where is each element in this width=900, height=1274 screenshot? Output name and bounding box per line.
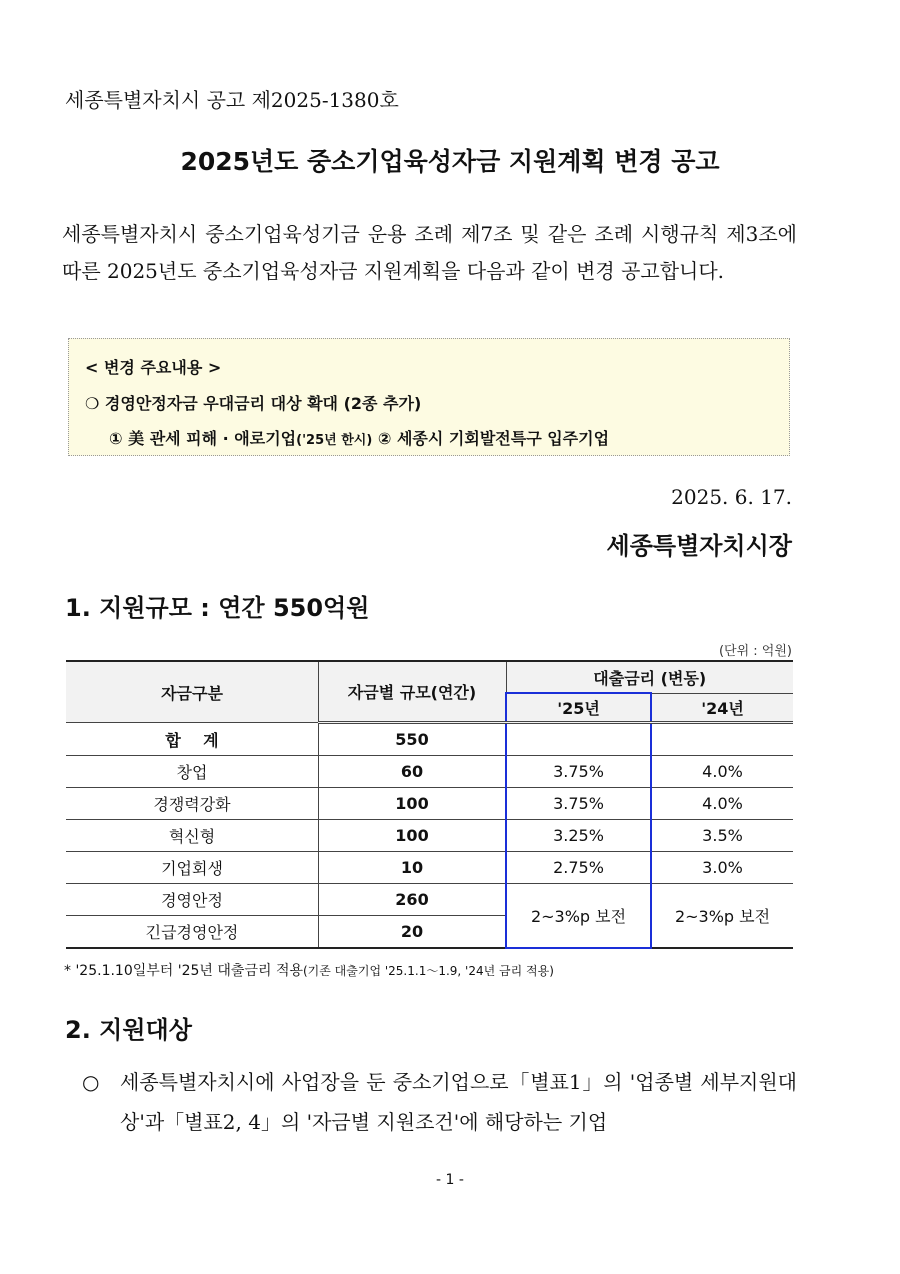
header-rate: 대출금리 (변동) [506, 661, 793, 693]
row-rate-25: 3.75% [506, 788, 651, 820]
row-rate-25 [506, 723, 651, 756]
header-scale: 자금별 규모(연간) [319, 661, 507, 723]
header-25: '25년 [506, 693, 651, 723]
section-1-heading: 1. 지원규모 : 연간 550억원 [65, 594, 370, 622]
row-scale: 100 [319, 820, 507, 852]
row-rate-24: 2~3%p 보전 [651, 884, 793, 949]
header-24: '24년 [651, 693, 793, 723]
table-row [66, 723, 793, 756]
row-name: 혁신형 [66, 820, 319, 852]
row-scale: 60 [319, 756, 507, 788]
table-row [66, 852, 793, 884]
header-category: 자금구분 [66, 661, 319, 723]
page-number: - 1 - [436, 1172, 464, 1188]
row-rate-25: 3.25% [506, 820, 651, 852]
footnote-paren: (기존 대출기업 '25.1.1～1.9, '24년 금리 적용) [303, 964, 554, 978]
row-scale: 260 [319, 884, 507, 916]
support-target-text: 세종특별자치시에 사업장을 둔 중소기업으로「별표1」의 '업종별 세부지원대상'과「별표2, 4」의 '자금별 지원조건'에 해당하는 기업 [120, 1070, 797, 1134]
table-footnote [64, 960, 554, 980]
table-row [66, 884, 793, 916]
intro-paragraph: 세종특별자치시 중소기업육성기금 운용 조례 제7조 및 같은 조례 시행규칙 제3조에 따른 2025년도 중소기업육성자금 지원계획을 다음과 같이 변경 공고합니다. [62, 222, 797, 283]
summary-subitems [109, 426, 609, 449]
row-name: 기업회생 [66, 852, 319, 884]
summary-item: ❍ 경영안정자금 우대금리 대상 확대 (2종 추가) [85, 394, 422, 413]
change-summary-box [68, 338, 790, 456]
row-name: 긴급경영안정 [66, 916, 319, 949]
bullet-icon: ○ [82, 1070, 100, 1094]
footnote-main: * '25.1.10일부터 '25년 대출금리 적용 [64, 963, 303, 979]
summary-heading: < 변경 주요내용 > [85, 358, 222, 377]
fund-table [66, 660, 793, 949]
row-scale: 20 [319, 916, 507, 949]
row-rate-24: 4.0% [651, 788, 793, 820]
issuer: 세종특별자치시장 [606, 532, 792, 560]
table-row [66, 820, 793, 852]
support-target [82, 1062, 797, 1142]
row-scale: 100 [319, 788, 507, 820]
row-scale: 10 [319, 852, 507, 884]
row-rate-25: 3.75% [506, 756, 651, 788]
row-rate-25: 2~3%p 보전 [506, 884, 651, 949]
row-name: 합 계 [66, 723, 319, 756]
notice-number: 세종특별자치시 공고 제2025-1380호 [65, 88, 399, 112]
row-name: 창업 [66, 756, 319, 788]
table-row [66, 756, 793, 788]
row-name: 경쟁력강화 [66, 788, 319, 820]
section-2-heading: 2. 지원대상 [65, 1016, 192, 1044]
row-scale: 550 [319, 723, 507, 756]
notice-date: 2025. 6. 17. [671, 485, 792, 509]
row-rate-24 [651, 723, 793, 756]
summary-sub-1-note: ('25년 한시) [296, 433, 373, 448]
row-rate-24: 3.5% [651, 820, 793, 852]
document-title: 2025년도 중소기업육성자금 지원계획 변경 공고 [180, 147, 720, 176]
row-rate-25: 2.75% [506, 852, 651, 884]
row-rate-24: 3.0% [651, 852, 793, 884]
row-name: 경영안정 [66, 884, 319, 916]
unit-note: (단위 : 억원) [718, 644, 792, 659]
table-row [66, 788, 793, 820]
row-rate-24: 4.0% [651, 756, 793, 788]
summary-sub-1: ① 美 관세 피해 · 애로기업 [109, 429, 297, 448]
summary-sub-2: ② 세종시 기회발전특구 입주기업 [377, 429, 610, 448]
